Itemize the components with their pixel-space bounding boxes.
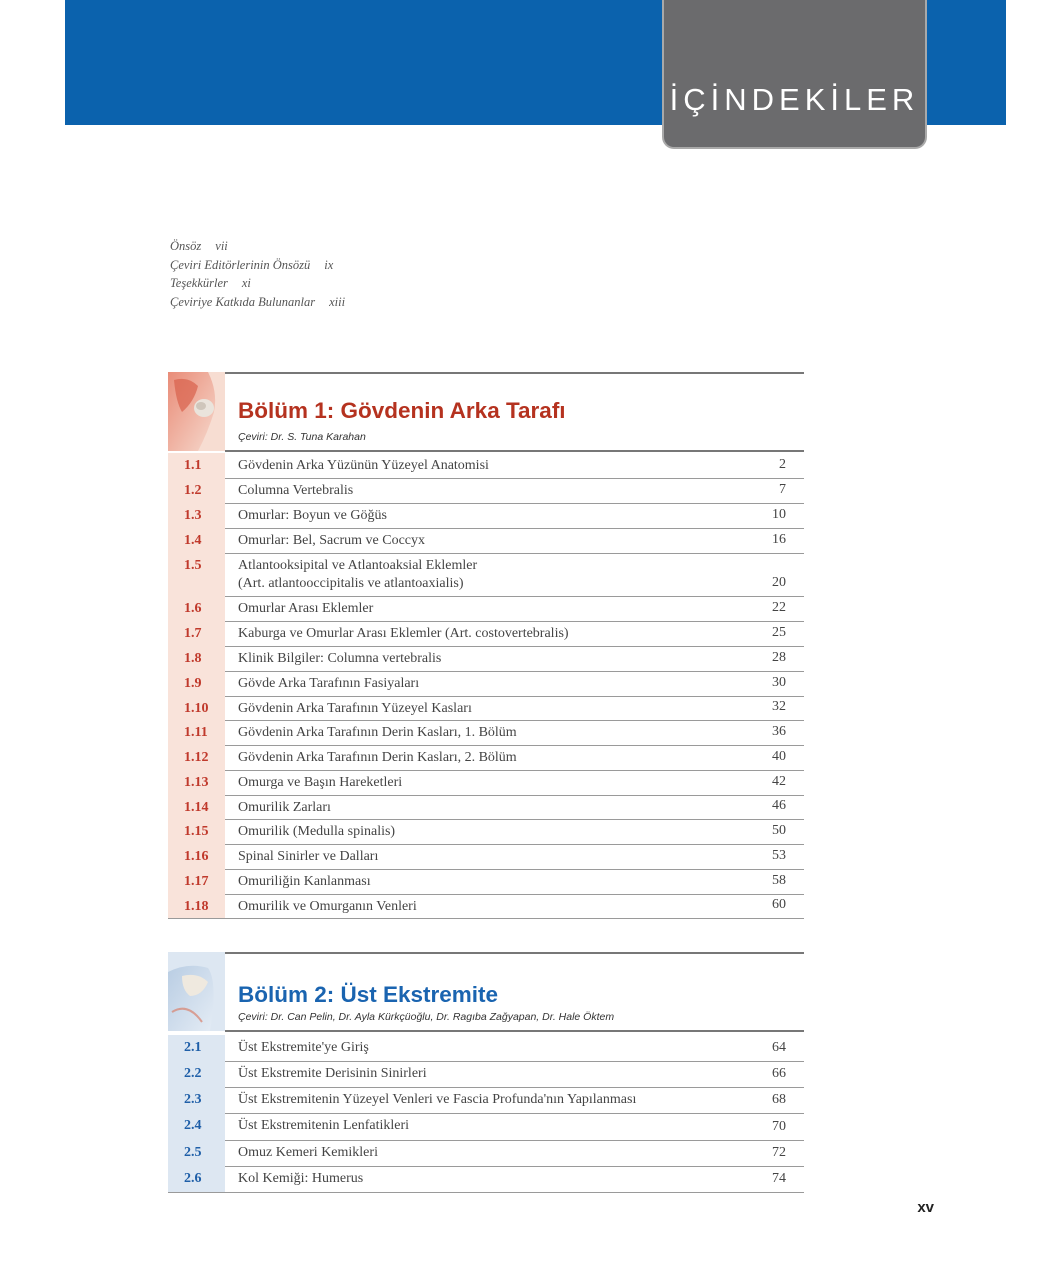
toc-section-title: Kaburga ve Omurlar Arası Eklemler (Art. costovertebralis) (238, 626, 569, 641)
toc-section-number: 2.1 (168, 1035, 225, 1061)
front-matter-title: Çeviri Editörlerinin Önsözü (170, 257, 311, 272)
front-matter-page: vii (215, 239, 228, 253)
toc-section-title: Omuz Kemeri Kemikleri (238, 1145, 378, 1160)
toc-page-number: 30 (772, 675, 786, 690)
toc-section-title: Columna Vertebralis (238, 483, 354, 498)
toc-section-title: Omurlar: Boyun ve Göğüs (238, 508, 387, 523)
toc-row[interactable] (168, 745, 804, 771)
toc-section-title: Üst Ekstremitenin Yüzeyel Venleri ve Fascia Profunda'nın Yapılanması (238, 1092, 637, 1107)
front-matter-item (170, 256, 345, 275)
toc-section-number: 2.5 (168, 1140, 225, 1166)
toc-section-title: Üst Ekstremitenin Lenfatikleri (238, 1118, 410, 1133)
toc-section-title: Spinal Sinirler ve Dalları (238, 849, 379, 864)
chapter-2-title: Bölüm 2: Üst Ekstremite (238, 982, 499, 1007)
toc-row[interactable] (168, 1061, 804, 1088)
toc-row[interactable] (168, 503, 804, 529)
chapter-1-divider (225, 450, 804, 452)
toc-section-number: 1.7 (168, 621, 225, 646)
toc-row[interactable] (168, 844, 804, 870)
toc-section-number: 1.13 (168, 770, 225, 795)
toc-page-number: 64 (772, 1040, 786, 1055)
toc-section-number: 1.6 (168, 596, 225, 621)
toc-section-title: Omurlar Arası Eklemler (238, 601, 374, 616)
toc-page-number: 60 (772, 897, 786, 912)
toc-section-title: Omurga ve Başın Hareketleri (238, 775, 403, 790)
toc-row[interactable] (168, 553, 804, 597)
page-number: xv (917, 1199, 934, 1216)
toc-row[interactable] (168, 528, 804, 554)
toc-section-title-line2: (Art. atlantooccipitalis ve atlantoaxialis) (238, 576, 464, 591)
page-title: İÇİNDEKİLER (669, 82, 920, 117)
toc-section-title: Gövdenin Arka Tarafının Yüzeyel Kasları (238, 701, 472, 716)
front-matter-title: Önsöz (170, 239, 202, 253)
front-matter-item (170, 293, 345, 312)
toc-page-number: 68 (772, 1092, 786, 1107)
toc-section-number: 1.10 (168, 696, 225, 720)
toc-page-number: 28 (772, 650, 786, 665)
toc-row[interactable] (168, 819, 804, 845)
toc-section-number: 1.15 (168, 819, 225, 844)
arm-anatomy-image (168, 952, 225, 1031)
toc-section-title: Omurilik (Medulla spinalis) (238, 824, 396, 839)
toc-page-number: 2 (779, 457, 786, 472)
toc-page-number: 46 (772, 798, 786, 813)
chapter-1-section (168, 372, 804, 922)
toc-row[interactable] (168, 596, 804, 622)
toc-section-number: 1.1 (168, 453, 225, 478)
toc-page-number: 16 (772, 532, 786, 547)
front-matter-page: xi (241, 276, 251, 290)
toc-page-number: 58 (772, 873, 786, 888)
toc-row[interactable] (168, 621, 804, 647)
toc-section-title: Atlantooksipital ve Atlantoaksial Eklemler (238, 558, 478, 573)
chapter-2-translator: Çeviri: Dr. Can Pelin, Dr. Ayla Kürkçüoğlu, Dr. Ragıba Zağyapan, Dr. Hale Öktem (238, 1011, 615, 1023)
toc-row[interactable] (168, 1087, 804, 1114)
front-matter-item (170, 274, 345, 293)
toc-page-number: 22 (772, 600, 786, 615)
front-matter-list (170, 237, 345, 311)
toc-row[interactable] (168, 1113, 804, 1141)
toc-section-title: Üst Ekstremite'ye Giriş (238, 1040, 369, 1055)
front-matter-title: Çeviriye Katkıda Bulunanlar (170, 294, 316, 309)
toc-row[interactable] (168, 869, 804, 895)
toc-row[interactable] (168, 671, 804, 697)
toc-section-title: Gövde Arka Tarafının Fasiyaları (238, 676, 420, 691)
toc-row[interactable] (168, 720, 804, 746)
toc-page-number: 53 (772, 848, 786, 863)
toc-section-number: 1.17 (168, 869, 225, 894)
toc-row[interactable] (168, 453, 804, 479)
toc-row[interactable] (168, 795, 804, 820)
toc-section-number: 1.12 (168, 745, 225, 770)
toc-page-number: 40 (772, 749, 786, 764)
toc-section-title: Gövdenin Arka Tarafının Derin Kasları, 1. Bölüm (238, 725, 517, 740)
chapter-1-title: Bölüm 1: Gövdenin Arka Tarafı (238, 398, 566, 423)
toc-section-number: 2.4 (168, 1113, 225, 1140)
toc-page-number: 7 (779, 482, 786, 497)
chapter-1-thumbnail (168, 372, 225, 451)
toc-page-number: 72 (772, 1145, 786, 1160)
toc-page-number: 10 (772, 507, 786, 522)
toc-section-number: 1.14 (168, 795, 225, 819)
chapter-2-section (168, 952, 804, 1194)
toc-page-number: 74 (772, 1171, 786, 1186)
toc-row[interactable] (168, 1035, 804, 1062)
toc-row[interactable] (168, 646, 804, 672)
toc-section-number: 1.3 (168, 503, 225, 528)
toc-page-number: 42 (772, 774, 786, 789)
toc-page-number: 25 (772, 625, 786, 640)
toc-section-number: 1.9 (168, 671, 225, 696)
chapter-2-header (225, 952, 804, 1033)
toc-row[interactable] (168, 770, 804, 796)
toc-section-title: Üst Ekstremite Derisinin Sinirleri (238, 1066, 427, 1081)
toc-section-number: 1.16 (168, 844, 225, 869)
header-title-tab (664, 0, 925, 147)
toc-row[interactable] (168, 696, 804, 721)
toc-section-title: Omurlar: Bel, Sacrum ve Coccyx (238, 533, 426, 548)
toc-section-title: Gövdenin Arka Tarafının Derin Kasları, 2. Bölüm (238, 750, 517, 765)
front-matter-page: xiii (329, 294, 346, 309)
toc-section-number: 2.3 (168, 1087, 225, 1113)
toc-section-number: 1.2 (168, 478, 225, 503)
toc-row[interactable] (168, 894, 804, 919)
toc-page-number: 32 (772, 699, 786, 714)
toc-section-number: 1.8 (168, 646, 225, 671)
toc-section-title: Klinik Bilgiler: Columna vertebralis (238, 651, 442, 666)
chapter-2-divider (225, 1030, 804, 1032)
toc-section-number: 1.18 (168, 894, 225, 918)
toc-page-number: 70 (772, 1119, 786, 1134)
toc-section-title: Kol Kemiği: Humerus (238, 1171, 364, 1186)
chapter-1-translator: Çeviri: Dr. S. Tuna Karahan (238, 431, 366, 443)
toc-section-number: 1.4 (168, 528, 225, 553)
toc-row[interactable] (168, 1140, 804, 1167)
toc-section-title: Omurilik Zarları (238, 800, 331, 815)
chapter-1-header (225, 372, 804, 453)
toc-row[interactable] (168, 1166, 804, 1193)
toc-page-number: 36 (772, 724, 786, 739)
front-matter-title: Teşekkürler (170, 276, 228, 290)
toc-section-number: 1.5 (168, 553, 225, 596)
toc-page-number: 20 (772, 575, 786, 590)
front-matter-page: ix (324, 257, 334, 272)
toc-section-title: Omuriliğin Kanlanması (238, 874, 371, 889)
chapter-2-thumbnail (168, 952, 225, 1031)
toc-section-number: 1.11 (168, 720, 225, 745)
toc-section-title: Omurilik ve Omurganın Venleri (238, 899, 417, 914)
toc-section-title: Gövdenin Arka Yüzünün Yüzeyel Anatomisi (238, 458, 489, 473)
front-matter-item (170, 237, 345, 256)
toc-section-number: 2.6 (168, 1166, 225, 1192)
toc-section-number: 2.2 (168, 1061, 225, 1087)
toc-page-number: 66 (772, 1066, 786, 1081)
toc-row[interactable] (168, 478, 804, 504)
toc-page-number: 50 (772, 823, 786, 838)
shoulder-anatomy-image (168, 372, 225, 451)
